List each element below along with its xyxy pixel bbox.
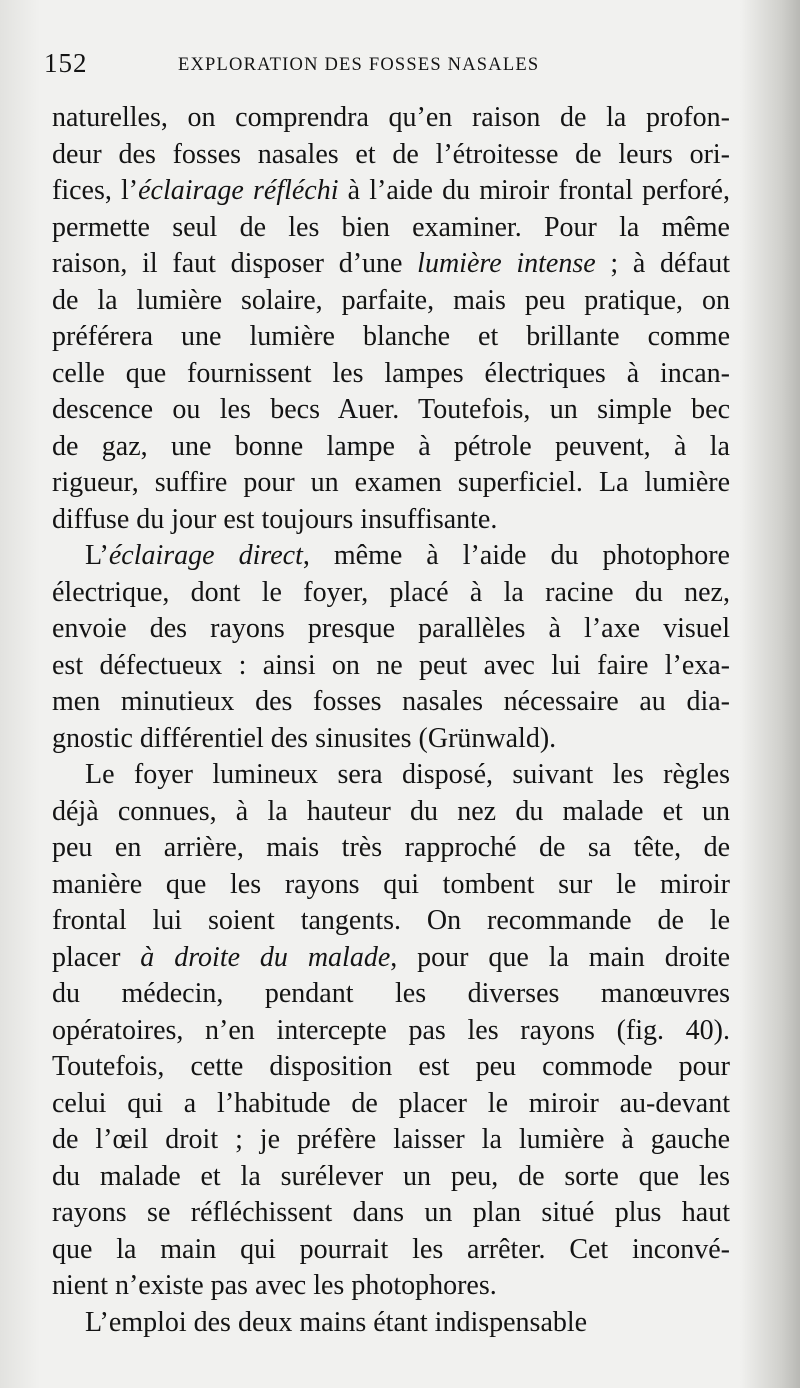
text-segment: est défectueux : ainsi on ne peut avec lui faire l’exa-: [52, 649, 730, 681]
text-line: [52, 502, 730, 539]
text-line: [52, 1159, 730, 1196]
text-line: [52, 721, 730, 758]
text-segment: Toutefois, cette disposition est peu commode pour: [52, 1051, 730, 1082]
text-segment: déjà connues, à la hauteur du nez du malade et un: [52, 795, 730, 827]
text-line: [52, 903, 730, 940]
text-segment: ; à défaut: [595, 248, 731, 279]
text-line: [52, 648, 730, 685]
text-line: [52, 1305, 730, 1342]
italic-text: éclairage réfléchi: [138, 175, 339, 206]
page-header: [44, 48, 604, 88]
text-line: [52, 684, 730, 721]
text-segment: manière que les rayons qui tombent sur le miroir: [52, 868, 730, 900]
text-segment: fices, l’: [52, 175, 139, 206]
text-segment: du médecin, pendant les diverses manœuvres: [52, 978, 730, 1009]
text-line: [52, 940, 730, 977]
text-segment: permette seul de les bien examiner. Pour la même: [52, 211, 730, 243]
text-segment: placer: [52, 941, 141, 973]
text-line: [52, 1013, 730, 1050]
text-line: [52, 100, 730, 137]
text-segment: gnostic différentiel des sinusites (Grünwald).: [52, 722, 557, 754]
text-line: [52, 283, 730, 320]
text-line: [52, 794, 730, 831]
page-number: 152: [44, 48, 88, 78]
text-line: [52, 611, 730, 648]
text-segment: à l’aide du miroir frontal perforé,: [338, 175, 730, 206]
running-head: EXPLORATION DES FOSSES NASALES: [178, 55, 540, 75]
text-segment: celui qui a l’habitude de placer le miroir au-devant: [52, 1087, 730, 1119]
text-segment: de la lumière solaire, parfaite, mais peu pratique, on: [52, 284, 730, 316]
text-segment: électrique, dont le foyer, placé à la racine du nez,: [52, 576, 730, 608]
text-segment: men minutieux des fosses nasales nécessaire au dia-: [52, 686, 730, 717]
page-shadow-right: [740, 0, 800, 1388]
text-line: [52, 976, 730, 1013]
text-segment: rigueur, suffire pour un examen superficiel. La lumière: [52, 467, 730, 498]
italic-text: lumière intense: [417, 248, 596, 279]
text-segment: Le foyer lumineux sera disposé, suivant les règles: [85, 759, 730, 790]
text-line: [52, 1086, 730, 1123]
italic-text: éclairage direct: [108, 540, 303, 571]
text-line: [52, 867, 730, 904]
text-segment: de l’œil droit ; je préfère laisser la lumière à gauche: [52, 1124, 730, 1155]
text-line: [52, 319, 730, 356]
text-segment: de gaz, une bonne lampe à pétrole peuvent, à la: [52, 430, 730, 462]
text-segment: naturelles, on comprendra qu’en raison de la profon-: [52, 102, 730, 133]
text-line: [52, 1122, 730, 1159]
text-segment: descence ou les becs Auer. Toutefois, un simple bec: [52, 394, 730, 425]
text-line: [52, 356, 730, 393]
text-segment: raison, il faut disposer d’une: [52, 248, 418, 279]
text-segment: L’: [85, 540, 109, 571]
italic-text: à droite du malade: [140, 941, 391, 973]
text-segment: peu en arrière, mais très rapproché de sa tête, de: [52, 832, 730, 863]
text-line: [52, 1232, 730, 1269]
text-line: [52, 246, 730, 283]
body-text: [52, 100, 730, 1341]
text-line: [52, 137, 730, 174]
text-line: [52, 538, 730, 575]
text-line: [52, 1195, 730, 1232]
text-line: [52, 210, 730, 247]
text-segment: du malade et la surélever un peu, de sorte que les: [52, 1160, 730, 1192]
text-segment: envoie des rayons presque parallèles à l’axe visuel: [52, 613, 730, 644]
text-line: [52, 830, 730, 867]
text-segment: opératoires, n’en intercepte pas les rayons (fig. 40).: [52, 1014, 730, 1046]
text-line: [52, 465, 730, 502]
text-line: [52, 575, 730, 612]
text-line: [52, 392, 730, 429]
text-segment: , pour que la main droite: [390, 941, 731, 973]
text-segment: , même à l’aide du photophore: [302, 540, 730, 571]
text-segment: nient n’existe pas avec les photophores.: [52, 1270, 497, 1301]
text-segment: rayons se réfléchissent dans un plan situé plus haut: [52, 1197, 730, 1228]
text-segment: L’emploi des deux mains étant indispensable: [85, 1306, 588, 1338]
text-line: [52, 757, 730, 794]
text-line: [52, 1049, 730, 1086]
text-line: [52, 429, 730, 466]
text-segment: deur des fosses nasales et de l’étroitesse de leurs ori-: [52, 138, 730, 170]
text-line: [52, 173, 730, 210]
text-segment: celle que fournissent les lampes électriques à incan-: [52, 357, 730, 389]
text-segment: diffuse du jour est toujours insuffisante.: [52, 503, 498, 535]
text-segment: préférera une lumière blanche et brillante comme: [52, 321, 730, 352]
page-shadow-left: [0, 0, 40, 1388]
text-line: [52, 1268, 730, 1305]
text-segment: que la main qui pourrait les arrêter. Cet inconvé-: [52, 1233, 730, 1265]
text-segment: frontal lui soient tangents. On recommande de le: [52, 905, 730, 936]
